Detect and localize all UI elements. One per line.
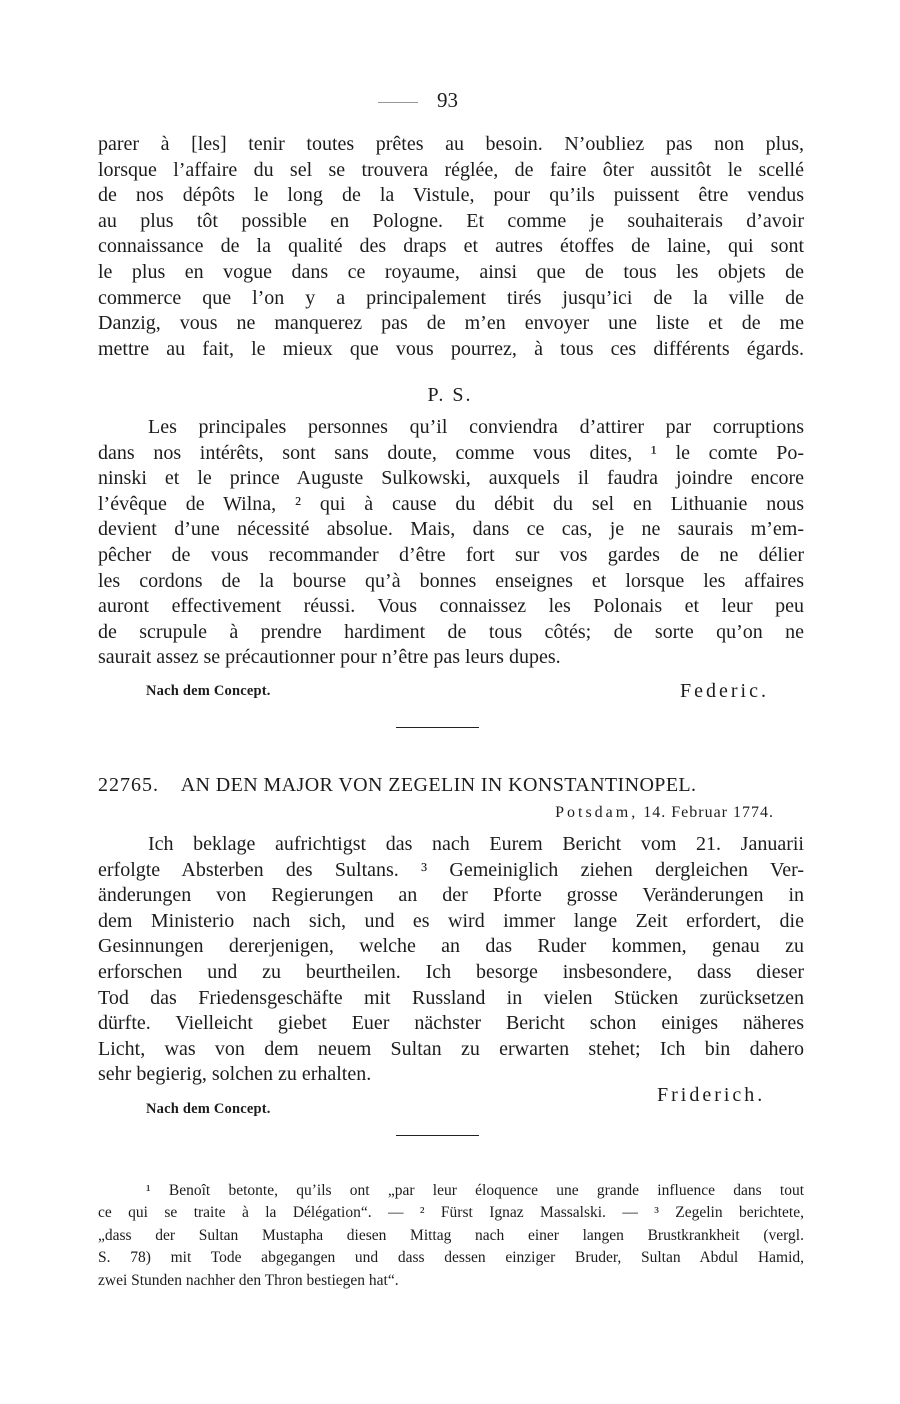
text-line: dürfte. Vielleicht giebet Euer nächster Bericht schon einiges näheres: [98, 1012, 804, 1035]
header-rule: [378, 102, 418, 103]
letter-place: Potsdam,: [555, 804, 639, 821]
text-line: Ich beklage aufrichtigst das nach Eurem Bericht vom 21. Januarii: [148, 833, 804, 855]
source-note: Nach dem Concept.: [146, 1101, 271, 1117]
text-line: Licht, was von dem neuem Sultan zu erwarten stehet; Ich bin dahero: [98, 1037, 804, 1060]
footnote-line: S. 78) mit Tode abgegangen und dass dessen einziger Bruder, Sultan Abdul Hamid,: [98, 1249, 804, 1267]
text-line: erfolgte Absterben des Sultans. ³ Gemeiniglich ziehen dergleichen Ver-: [98, 858, 804, 881]
text-line: mettre au fait, le mieux que vous pourrez, à tous ces différents égards.: [98, 337, 804, 360]
text-line: auront effectivement réussi. Vous connaissez les Polonais et leur peu: [98, 595, 804, 618]
text-line: au plus tôt possible en Pologne. Et comme je souhaiterais d’avoir: [98, 209, 804, 232]
text-line: dem Ministerio nach sich, und es wird immer lange Zeit erfordert, die: [98, 909, 804, 932]
letter-body: [98, 832, 804, 1088]
footnote-line: „dass der Sultan Mustapha diesen Mittag nach einer langen Brustkrankheit (vergl.: [98, 1226, 804, 1244]
text-line: änderungen von Regierungen an der Pforte grosse Veränderungen in: [98, 884, 804, 907]
letter-title: AN DEN MAJOR VON ZEGELIN IN KONSTANTINOPEL.: [180, 774, 697, 796]
text-line: les cordons de la bourse qu’à bonnes enseignes et lorsque les affaires: [98, 569, 804, 592]
signature: Friderich.: [657, 1084, 766, 1106]
text-line: saurait assez se précautionner pour n’être pas leurs dupes.: [98, 646, 561, 669]
page-number: 93: [437, 88, 458, 112]
text-line: ninski et le prince Auguste Sulkowski, auxquels il faudra joindre encore: [98, 467, 804, 490]
letter-number: 22765.: [98, 774, 159, 796]
source-note: Nach dem Concept.: [146, 683, 271, 699]
section-divider: [396, 727, 479, 728]
footnote-line: zwei Stunden nachher den Thron bestiegen hat“.: [98, 1271, 399, 1289]
text-line: dans nos intérêts, sont sans doute, comme vous dites, ¹ le comte Po-: [98, 441, 804, 464]
text-line: de nos dépôts le long de la Vistule, pour qu’ils puissent être vendus: [98, 184, 804, 207]
text-line: Gesinnungen dererjenigen, welche an das Ruder kommen, genau zu: [98, 935, 804, 958]
text-line: Les principales personnes qu’il conviendra d’attirer par corruptions: [148, 416, 804, 438]
text-line: connaissance de la qualité des draps et autres étoffes de laine, qui sont: [98, 235, 804, 258]
text-line: parer à [les] tenir toutes prêtes au besoin. N’oubliez pas non plus,: [98, 133, 804, 155]
letter-date: 14. Februar 1774.: [643, 804, 774, 821]
text-line: le plus en vogue dans ce royaume, ainsi que de tous les objets de: [98, 260, 804, 283]
letter-heading: [98, 774, 808, 797]
letter-continuation-text: [98, 132, 804, 362]
text-line: l’évêque de Wilna, ² qui à cause du débit du sel en Lithuanie nous: [98, 492, 804, 515]
footnote-divider: [396, 1135, 479, 1136]
text-line: erforschen und zu beurtheilen. Ich besorge insbesondere, dass dieser: [98, 960, 804, 983]
place-date: [555, 804, 774, 822]
text-line: devient d’une nécessité absolue. Mais, dans ce cas, je ne saurais m’em-: [98, 518, 804, 541]
text-line: pêcher de vous recommander d’être fort sur vos gardes de ne délier: [98, 543, 804, 566]
signature: Federic.: [680, 680, 769, 702]
footnote-line: ce qui se traite à la Délégation“. — ² Fürst Ignaz Massalski. — ³ Zegelin berichtete,: [98, 1204, 804, 1222]
text-line: de scrupule à prendre hardiment de tous côtés; de sorte qu’on ne: [98, 620, 804, 643]
postscript-text: [98, 415, 804, 671]
text-line: Danzig, vous ne manquerez pas de m’en envoyer une liste et de me: [98, 312, 804, 335]
text-line: sehr begierig, solchen zu erhalten.: [98, 1063, 372, 1086]
footnote-line: ¹ Benoît betonte, qu’ils ont „par leur éloquence une grande influence dans tout: [146, 1182, 804, 1199]
text-line: lorsque l’affaire du sel se trouvera réglée, de faire ôter aussitôt le scellé: [98, 158, 804, 181]
footnotes: [98, 1180, 804, 1292]
text-line: Tod das Friedensgeschäfte mit Russland in vielen Stücken zurücksetzen: [98, 986, 804, 1009]
text-line: commerce que l’on y a principalement tirés jusqu’ici de la ville de: [98, 286, 804, 309]
postscript-heading: P. S.: [427, 384, 473, 406]
